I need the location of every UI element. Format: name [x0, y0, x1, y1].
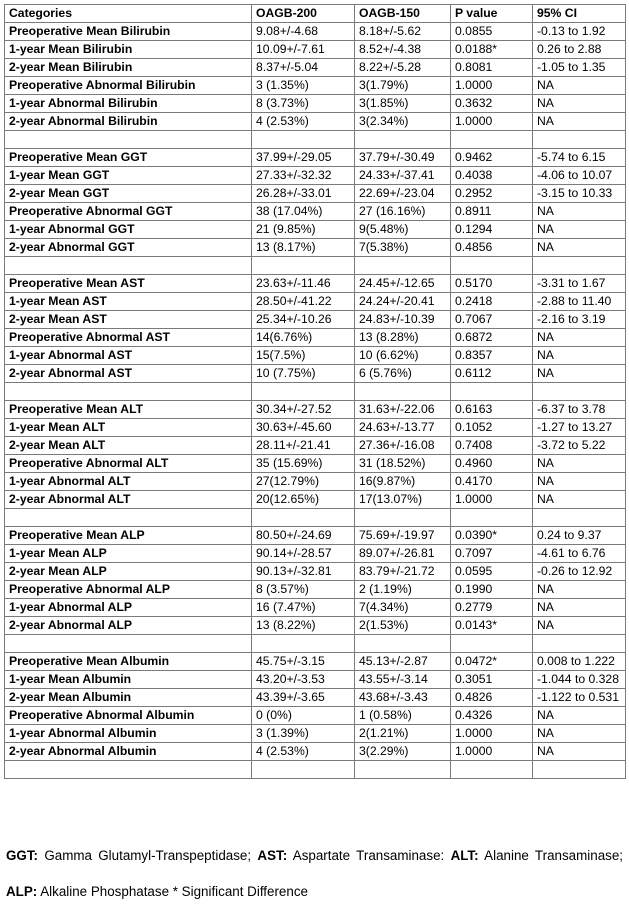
cell-oagb-150: 9(5.48%) — [355, 221, 451, 239]
table-row — [5, 347, 626, 365]
cell-95-ci: NA — [533, 77, 626, 95]
results-table — [4, 4, 626, 779]
cell-oagb-150: 24.63+/-13.77 — [355, 419, 451, 437]
cell-oagb-200: 0 (0%) — [252, 707, 355, 725]
cell-oagb-200: 10 (7.75%) — [252, 365, 355, 383]
cell-p-value: 0.6872 — [451, 329, 533, 347]
cell-oagb-200: 28.50+/-41.22 — [252, 293, 355, 311]
cell-95-ci: -3.31 to 1.67 — [533, 275, 626, 293]
cell-oagb-200: 38 (17.04%) — [252, 203, 355, 221]
cell-oagb-200: 15(7.5%) — [252, 347, 355, 365]
results-table-container — [4, 4, 625, 779]
cell-oagb-150: 24.45+/-12.65 — [355, 275, 451, 293]
cell-p-value: 0.0188* — [451, 41, 533, 59]
cell-95-ci: NA — [533, 473, 626, 491]
cell-oagb-150: 6 (5.76%) — [355, 365, 451, 383]
cell-p-value: 1.0000 — [451, 491, 533, 509]
cell-p-value: 0.0472* — [451, 653, 533, 671]
spacer-cell — [252, 257, 355, 275]
cell-category: 1-year Mean AST — [5, 293, 252, 311]
cell-category: 1-year Mean Bilirubin — [5, 41, 252, 59]
cell-oagb-150: 43.68+/-3.43 — [355, 689, 451, 707]
cell-category: Preoperative Mean ALT — [5, 401, 252, 419]
spacer-cell — [5, 509, 252, 527]
cell-oagb-200: 8 (3.57%) — [252, 581, 355, 599]
cell-oagb-150: 2(1.21%) — [355, 725, 451, 743]
cell-oagb-200: 90.13+/-32.81 — [252, 563, 355, 581]
cell-p-value: 0.4826 — [451, 689, 533, 707]
cell-category: 2-year Mean AST — [5, 311, 252, 329]
cell-p-value: 0.1052 — [451, 419, 533, 437]
cell-oagb-150: 83.79+/-21.72 — [355, 563, 451, 581]
cell-oagb-200: 25.34+/-10.26 — [252, 311, 355, 329]
spacer-cell — [451, 761, 533, 779]
spacer-cell — [5, 383, 252, 401]
cell-95-ci: -1.27 to 13.27 — [533, 419, 626, 437]
cell-oagb-150: 22.69+/-23.04 — [355, 185, 451, 203]
cell-oagb-150: 43.55+/-3.14 — [355, 671, 451, 689]
cell-category: 2-year Abnormal Bilirubin — [5, 113, 252, 131]
cell-p-value: 0.4960 — [451, 455, 533, 473]
cell-oagb-200: 4 (2.53%) — [252, 113, 355, 131]
cell-oagb-150: 45.13+/-2.87 — [355, 653, 451, 671]
cell-oagb-200: 20(12.65%) — [252, 491, 355, 509]
cell-95-ci: -4.06 to 10.07 — [533, 167, 626, 185]
cell-95-ci: 0.008 to 1.222 — [533, 653, 626, 671]
cell-category: Preoperative Mean Albumin — [5, 653, 252, 671]
cell-oagb-150: 37.79+/-30.49 — [355, 149, 451, 167]
cell-oagb-200: 26.28+/-33.01 — [252, 185, 355, 203]
cell-p-value: 0.8911 — [451, 203, 533, 221]
cell-oagb-150: 24.24+/-20.41 — [355, 293, 451, 311]
cell-oagb-200: 4 (2.53%) — [252, 743, 355, 761]
spacer-cell — [451, 383, 533, 401]
spacer-cell — [5, 131, 252, 149]
cell-category: 2-year Abnormal AST — [5, 365, 252, 383]
cell-95-ci: NA — [533, 113, 626, 131]
spacer-row — [5, 635, 626, 653]
cell-p-value: 0.6112 — [451, 365, 533, 383]
table-row — [5, 437, 626, 455]
cell-category: Preoperative Mean GGT — [5, 149, 252, 167]
cell-oagb-150: 27 (16.16%) — [355, 203, 451, 221]
cell-category: Preoperative Abnormal Albumin — [5, 707, 252, 725]
cell-category: 2-year Mean GGT — [5, 185, 252, 203]
cell-95-ci: 0.26 to 2.88 — [533, 41, 626, 59]
cell-95-ci: NA — [533, 581, 626, 599]
cell-oagb-150: 13 (8.28%) — [355, 329, 451, 347]
table-row — [5, 743, 626, 761]
spacer-cell — [355, 509, 451, 527]
table-body — [5, 23, 626, 779]
cell-p-value: 1.0000 — [451, 77, 533, 95]
cell-oagb-150: 3(1.85%) — [355, 95, 451, 113]
cell-p-value: 0.5170 — [451, 275, 533, 293]
cell-oagb-150: 16(9.87%) — [355, 473, 451, 491]
cell-oagb-150: 7(5.38%) — [355, 239, 451, 257]
cell-95-ci: NA — [533, 491, 626, 509]
spacer-cell — [355, 383, 451, 401]
spacer-row — [5, 257, 626, 275]
cell-oagb-150: 17(13.07%) — [355, 491, 451, 509]
table-row — [5, 563, 626, 581]
cell-oagb-200: 30.34+/-27.52 — [252, 401, 355, 419]
cell-oagb-200: 80.50+/-24.69 — [252, 527, 355, 545]
cell-oagb-200: 23.63+/-11.46 — [252, 275, 355, 293]
table-row — [5, 275, 626, 293]
cell-category: 1-year Mean ALT — [5, 419, 252, 437]
table-row — [5, 653, 626, 671]
cell-95-ci: -3.15 to 10.33 — [533, 185, 626, 203]
cell-oagb-200: 3 (1.39%) — [252, 725, 355, 743]
cell-oagb-200: 28.11+/-21.41 — [252, 437, 355, 455]
cell-p-value: 0.4170 — [451, 473, 533, 491]
table-row — [5, 725, 626, 743]
cell-95-ci: -2.16 to 3.19 — [533, 311, 626, 329]
cell-95-ci: -1.122 to 0.531 — [533, 689, 626, 707]
cell-95-ci: NA — [533, 743, 626, 761]
cell-p-value: 0.4038 — [451, 167, 533, 185]
table-row — [5, 491, 626, 509]
cell-oagb-150: 27.36+/-16.08 — [355, 437, 451, 455]
table-row — [5, 365, 626, 383]
cell-p-value: 0.3632 — [451, 95, 533, 113]
cell-category: 2-year Mean ALT — [5, 437, 252, 455]
cell-95-ci: NA — [533, 365, 626, 383]
table-row — [5, 113, 626, 131]
table-row — [5, 545, 626, 563]
cell-oagb-200: 37.99+/-29.05 — [252, 149, 355, 167]
cell-oagb-150: 2(1.53%) — [355, 617, 451, 635]
cell-oagb-200: 21 (9.85%) — [252, 221, 355, 239]
cell-oagb-200: 43.20+/-3.53 — [252, 671, 355, 689]
cell-p-value: 1.0000 — [451, 725, 533, 743]
cell-95-ci: NA — [533, 221, 626, 239]
spacer-row — [5, 131, 626, 149]
cell-oagb-200: 30.63+/-45.60 — [252, 419, 355, 437]
cell-category: Preoperative Abnormal ALT — [5, 455, 252, 473]
cell-95-ci: -1.05 to 1.35 — [533, 59, 626, 77]
table-row — [5, 23, 626, 41]
table-header-row — [5, 5, 626, 23]
spacer-cell — [533, 383, 626, 401]
spacer-cell — [451, 509, 533, 527]
cell-category: Preoperative Abnormal GGT — [5, 203, 252, 221]
cell-category: 1-year Abnormal AST — [5, 347, 252, 365]
cell-oagb-150: 24.83+/-10.39 — [355, 311, 451, 329]
table-row — [5, 149, 626, 167]
cell-category: 1-year Mean Albumin — [5, 671, 252, 689]
cell-oagb-150: 31.63+/-22.06 — [355, 401, 451, 419]
cell-oagb-150: 24.33+/-37.41 — [355, 167, 451, 185]
cell-oagb-200: 27(12.79%) — [252, 473, 355, 491]
table-row — [5, 311, 626, 329]
table-row — [5, 617, 626, 635]
table-row — [5, 329, 626, 347]
cell-category: Preoperative Mean Bilirubin — [5, 23, 252, 41]
cell-oagb-200: 43.39+/-3.65 — [252, 689, 355, 707]
spacer-row — [5, 761, 626, 779]
header-95-ci: 95% CI — [533, 5, 626, 23]
cell-category: 1-year Mean GGT — [5, 167, 252, 185]
table-row — [5, 527, 626, 545]
spacer-cell — [533, 509, 626, 527]
footnote-ast-abbr: AST: — [257, 848, 288, 863]
cell-oagb-150: 3(2.34%) — [355, 113, 451, 131]
cell-p-value: 1.0000 — [451, 743, 533, 761]
spacer-cell — [451, 635, 533, 653]
cell-p-value: 0.8081 — [451, 59, 533, 77]
cell-95-ci: NA — [533, 725, 626, 743]
cell-oagb-150: 10 (6.62%) — [355, 347, 451, 365]
cell-oagb-150: 2 (1.19%) — [355, 581, 451, 599]
cell-95-ci: NA — [533, 347, 626, 365]
cell-oagb-200: 35 (15.69%) — [252, 455, 355, 473]
cell-oagb-200: 9.08+/-4.68 — [252, 23, 355, 41]
header-categories: Categories — [5, 5, 252, 23]
cell-oagb-200: 10.09+/-7.61 — [252, 41, 355, 59]
cell-p-value: 0.2779 — [451, 599, 533, 617]
cell-p-value: 0.9462 — [451, 149, 533, 167]
footnote-ast-full: Aspartate Transaminase: — [287, 848, 451, 863]
footnote-ggt-full: Gamma Glutamyl-Transpeptidase; — [38, 848, 258, 863]
cell-95-ci: -0.13 to 1.92 — [533, 23, 626, 41]
table-row — [5, 221, 626, 239]
cell-category: 2-year Abnormal GGT — [5, 239, 252, 257]
cell-p-value: 0.8357 — [451, 347, 533, 365]
cell-category: 2-year Mean Albumin — [5, 689, 252, 707]
cell-oagb-150: 31 (18.52%) — [355, 455, 451, 473]
cell-oagb-200: 27.33+/-32.32 — [252, 167, 355, 185]
footnote-alp-abbr: ALP: — [6, 884, 38, 899]
cell-oagb-200: 13 (8.22%) — [252, 617, 355, 635]
cell-p-value: 0.6163 — [451, 401, 533, 419]
table-row — [5, 401, 626, 419]
footnote-alp-full: Alkaline Phosphatase * Significant Difference — [37, 884, 308, 899]
footnote-alt-full: Alanine Transaminase; — [478, 848, 623, 863]
spacer-cell — [355, 635, 451, 653]
table-row — [5, 59, 626, 77]
table-row — [5, 185, 626, 203]
spacer-cell — [252, 509, 355, 527]
table-row — [5, 293, 626, 311]
cell-95-ci: NA — [533, 239, 626, 257]
spacer-cell — [252, 131, 355, 149]
cell-oagb-200: 3 (1.35%) — [252, 77, 355, 95]
cell-95-ci: -6.37 to 3.78 — [533, 401, 626, 419]
cell-95-ci: NA — [533, 95, 626, 113]
cell-oagb-200: 8 (3.73%) — [252, 95, 355, 113]
cell-95-ci: -4.61 to 6.76 — [533, 545, 626, 563]
spacer-cell — [5, 257, 252, 275]
table-row — [5, 689, 626, 707]
cell-category: 2-year Mean ALP — [5, 563, 252, 581]
cell-oagb-150: 75.69+/-19.97 — [355, 527, 451, 545]
cell-95-ci: -3.72 to 5.22 — [533, 437, 626, 455]
cell-p-value: 0.7067 — [451, 311, 533, 329]
cell-95-ci: -5.74 to 6.15 — [533, 149, 626, 167]
table-row — [5, 95, 626, 113]
cell-category: 2-year Abnormal Albumin — [5, 743, 252, 761]
table-row — [5, 41, 626, 59]
spacer-cell — [252, 635, 355, 653]
cell-category: 1-year Abnormal GGT — [5, 221, 252, 239]
cell-oagb-150: 3(1.79%) — [355, 77, 451, 95]
cell-p-value: 0.2952 — [451, 185, 533, 203]
spacer-cell — [355, 761, 451, 779]
cell-oagb-200: 90.14+/-28.57 — [252, 545, 355, 563]
cell-category: 1-year Abnormal Bilirubin — [5, 95, 252, 113]
table-row — [5, 581, 626, 599]
cell-95-ci: NA — [533, 617, 626, 635]
cell-95-ci: NA — [533, 329, 626, 347]
cell-p-value: 0.0855 — [451, 23, 533, 41]
cell-p-value: 0.7408 — [451, 437, 533, 455]
spacer-cell — [252, 761, 355, 779]
header-p-value: P value — [451, 5, 533, 23]
cell-95-ci: NA — [533, 599, 626, 617]
cell-category: 2-year Abnormal ALP — [5, 617, 252, 635]
table-footnote — [6, 838, 623, 910]
cell-95-ci: -2.88 to 11.40 — [533, 293, 626, 311]
footnote-alt-abbr: ALT: — [450, 848, 479, 863]
spacer-cell — [533, 257, 626, 275]
cell-category: 2-year Abnormal ALT — [5, 491, 252, 509]
table-row — [5, 671, 626, 689]
cell-oagb-150: 89.07+/-26.81 — [355, 545, 451, 563]
cell-p-value: 0.0390* — [451, 527, 533, 545]
cell-category: 1-year Mean ALP — [5, 545, 252, 563]
cell-category: Preoperative Abnormal AST — [5, 329, 252, 347]
spacer-cell — [355, 131, 451, 149]
cell-95-ci: NA — [533, 455, 626, 473]
table-row — [5, 239, 626, 257]
spacer-cell — [451, 131, 533, 149]
cell-category: 1-year Abnormal Albumin — [5, 725, 252, 743]
cell-oagb-200: 8.37+/-5.04 — [252, 59, 355, 77]
cell-category: 2-year Mean Bilirubin — [5, 59, 252, 77]
cell-95-ci: NA — [533, 203, 626, 221]
cell-category: 1-year Abnormal ALP — [5, 599, 252, 617]
cell-oagb-150: 3(2.29%) — [355, 743, 451, 761]
table-row — [5, 419, 626, 437]
cell-p-value: 0.0143* — [451, 617, 533, 635]
cell-p-value: 0.7097 — [451, 545, 533, 563]
table-row — [5, 707, 626, 725]
spacer-cell — [5, 761, 252, 779]
cell-oagb-150: 8.22+/-5.28 — [355, 59, 451, 77]
cell-oagb-200: 13 (8.17%) — [252, 239, 355, 257]
table-row — [5, 455, 626, 473]
spacer-cell — [533, 131, 626, 149]
table-row — [5, 167, 626, 185]
table-row — [5, 77, 626, 95]
spacer-cell — [355, 257, 451, 275]
table-row — [5, 473, 626, 491]
cell-p-value: 0.1294 — [451, 221, 533, 239]
cell-95-ci: 0.24 to 9.37 — [533, 527, 626, 545]
spacer-cell — [451, 257, 533, 275]
cell-p-value: 0.0595 — [451, 563, 533, 581]
cell-oagb-200: 16 (7.47%) — [252, 599, 355, 617]
header-oagb-200: OAGB-200 — [252, 5, 355, 23]
cell-oagb-150: 1 (0.58%) — [355, 707, 451, 725]
cell-oagb-200: 14(6.76%) — [252, 329, 355, 347]
spacer-row — [5, 509, 626, 527]
cell-p-value: 0.2418 — [451, 293, 533, 311]
cell-p-value: 1.0000 — [451, 113, 533, 131]
spacer-cell — [5, 635, 252, 653]
spacer-row — [5, 383, 626, 401]
cell-p-value: 0.1990 — [451, 581, 533, 599]
cell-oagb-150: 8.18+/-5.62 — [355, 23, 451, 41]
cell-95-ci: NA — [533, 707, 626, 725]
header-oagb-150: OAGB-150 — [355, 5, 451, 23]
cell-category: Preoperative Abnormal Bilirubin — [5, 77, 252, 95]
cell-category: Preoperative Abnormal ALP — [5, 581, 252, 599]
cell-oagb-150: 7(4.34%) — [355, 599, 451, 617]
footnote-ggt-abbr: GGT: — [6, 848, 38, 863]
cell-category: 1-year Abnormal ALT — [5, 473, 252, 491]
cell-95-ci: -0.26 to 12.92 — [533, 563, 626, 581]
spacer-cell — [252, 383, 355, 401]
cell-category: Preoperative Mean ALP — [5, 527, 252, 545]
cell-95-ci: -1.044 to 0.328 — [533, 671, 626, 689]
cell-p-value: 0.3051 — [451, 671, 533, 689]
spacer-cell — [533, 761, 626, 779]
cell-oagb-150: 8.52+/-4.38 — [355, 41, 451, 59]
cell-oagb-200: 45.75+/-3.15 — [252, 653, 355, 671]
cell-p-value: 0.4856 — [451, 239, 533, 257]
spacer-cell — [533, 635, 626, 653]
cell-p-value: 0.4326 — [451, 707, 533, 725]
table-row — [5, 203, 626, 221]
cell-category: Preoperative Mean AST — [5, 275, 252, 293]
table-row — [5, 599, 626, 617]
